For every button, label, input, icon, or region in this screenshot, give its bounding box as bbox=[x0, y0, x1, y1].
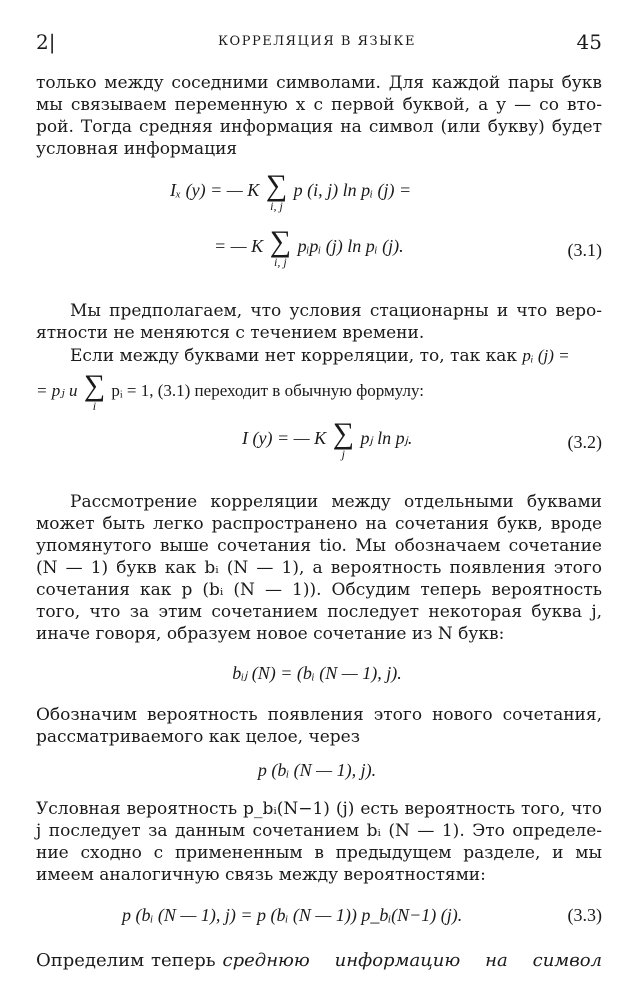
running-title: КОРРЕЛЯЦИЯ В ЯЗЫКЕ bbox=[218, 34, 416, 49]
text-line: условная информация bbox=[36, 139, 238, 159]
italic-fragment: среднюю информацию на символ bbox=[222, 950, 603, 971]
equation-p-bi-j: p (bᵢ (N — 1), j). bbox=[257, 760, 377, 780]
paragraph-3 bbox=[36, 345, 602, 367]
equation-3-1-line-2 bbox=[214, 225, 404, 269]
text-line: Обозначим вероятность появления этого нового сочетания, bbox=[36, 705, 602, 725]
sum-index: i, j bbox=[270, 199, 283, 213]
text-line: сочетания как p (bᵢ (N — 1)). Обсудим теперь вероятность bbox=[36, 580, 602, 600]
text-line: рассматриваемого как целое, через bbox=[36, 727, 361, 747]
formula-lhs: = — K bbox=[214, 236, 264, 257]
sum-symbol: ∑ bbox=[332, 417, 355, 450]
formula-lhs: Iₓ (y) = — K bbox=[170, 180, 260, 201]
text-line: (N — 1) букв как bᵢ (N — 1), а вероятность появления этого bbox=[36, 558, 602, 578]
text-line bbox=[36, 345, 602, 367]
text-line: имеем аналогичную связь между вероятностями: bbox=[36, 865, 486, 885]
text-line: того, что за этим сочетанием последует некоторая буква j, bbox=[36, 602, 602, 622]
text-line: только между соседними символами. Для каждой пары букв bbox=[36, 73, 602, 93]
formula-rhs: pᵢpᵢ (j) ln pᵢ (j). bbox=[297, 236, 404, 257]
math-fragment: pᵢ (j) = bbox=[522, 346, 570, 365]
paragraph-1 bbox=[36, 72, 602, 160]
formula-rhs: pⱼ ln pⱼ. bbox=[360, 428, 413, 449]
text-line: иначе говоря, образуем новое сочетание из N букв: bbox=[36, 624, 505, 644]
sum-index: j bbox=[341, 447, 345, 461]
equation-number-3-3: (3.3) bbox=[567, 905, 602, 925]
text-line: рой. Тогда средняя информация на символ (или букву) будет bbox=[36, 117, 602, 137]
paragraph-6 bbox=[36, 798, 602, 886]
sum-index: i, j bbox=[274, 255, 287, 269]
paragraph-7 bbox=[36, 950, 602, 972]
math-fragment: = pⱼ и bbox=[36, 380, 78, 400]
sum-symbol: ∑ bbox=[269, 225, 292, 258]
equation-bij: bᵢⱼ (N) = (bᵢ (N — 1), j). bbox=[232, 663, 402, 683]
formula-rhs: p (i, j) ln pᵢ (j) = bbox=[293, 180, 412, 201]
text-line: j последует за данным сочетанием bᵢ (N — 1). Это определе- bbox=[36, 821, 602, 841]
text-fragment: Определим теперь bbox=[36, 950, 216, 971]
summation bbox=[269, 225, 292, 269]
text-line: ятности не меняются с течением времени. bbox=[36, 323, 425, 343]
text-fragment: pᵢ = 1, (3.1) переходит в обычную формулу: bbox=[111, 380, 424, 400]
equation-3-1-line-1 bbox=[170, 169, 412, 213]
text-line: может быть легко распространено на сочетания букв, вроде bbox=[36, 514, 602, 534]
paragraph-5 bbox=[36, 704, 602, 748]
text-line: ние сходно с примененным в предыдущем разделе, и мы bbox=[36, 843, 602, 863]
text-line bbox=[36, 950, 602, 972]
summation bbox=[332, 417, 355, 461]
text-line: упомянутого выше сочетания tio. Мы обозначаем сочетание bbox=[36, 536, 602, 556]
summation bbox=[265, 169, 288, 213]
text-line: Рассмотрение корреляции между отдельными буквами bbox=[70, 492, 602, 512]
page-number: 45 bbox=[576, 30, 602, 54]
paragraph-2 bbox=[36, 300, 602, 344]
paragraph-4 bbox=[36, 491, 602, 645]
equation-number-3-1: (3.1) bbox=[567, 240, 602, 260]
paragraph-3-line-2 bbox=[36, 369, 424, 413]
equation-3-2 bbox=[242, 417, 413, 461]
text-fragment: Если между буквами нет корреляции, то, так как bbox=[70, 346, 517, 366]
sum-index: i bbox=[92, 399, 97, 413]
sum-symbol: ∑ bbox=[265, 169, 288, 202]
text-line: Мы предполагаем, что условия стационарны и что веро- bbox=[70, 301, 602, 321]
section-marker: 2| bbox=[36, 30, 56, 54]
text-line: Условная вероятность p_bᵢ(N−1) (j) есть вероятность того, что bbox=[36, 799, 602, 819]
equation-number-3-2: (3.2) bbox=[567, 432, 602, 452]
formula-lhs: I (y) = — K bbox=[242, 428, 327, 449]
text-line: мы связываем переменную x с первой буквой, а y — со вто- bbox=[36, 95, 602, 115]
page-header bbox=[0, 30, 634, 60]
sum-symbol: ∑ bbox=[83, 369, 106, 402]
equation-3-3: p (bᵢ (N — 1), j) = p (bᵢ (N — 1)) p_bᵢ(N−1) (j). bbox=[122, 905, 463, 925]
summation bbox=[83, 369, 106, 413]
